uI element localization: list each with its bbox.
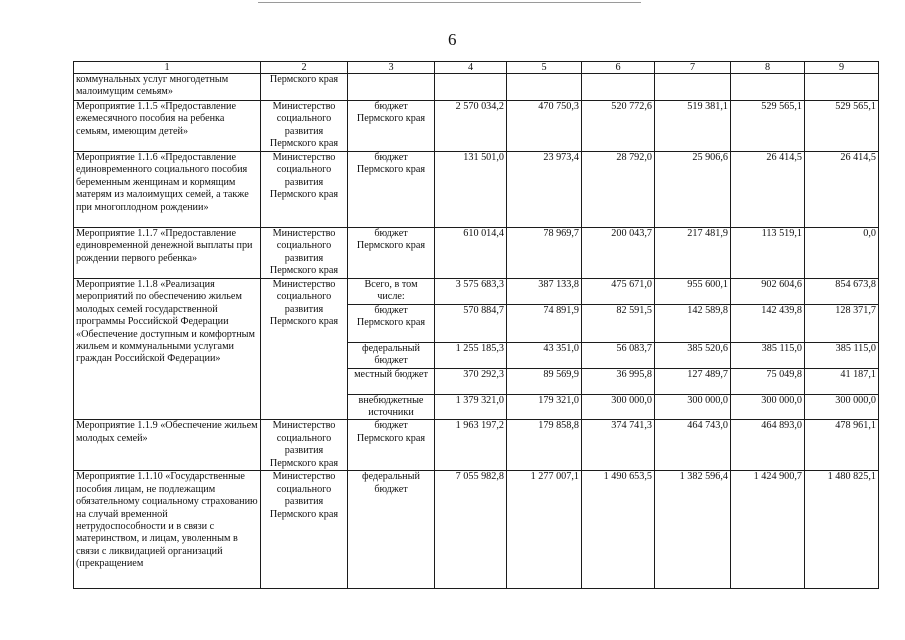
source-cell: федеральный бюджет xyxy=(348,342,435,368)
value-cell xyxy=(507,74,582,101)
value-cell: 1 379 321,0 xyxy=(435,394,507,420)
column-header: 9 xyxy=(805,62,879,74)
value-cell: 25 906,6 xyxy=(655,152,731,228)
column-header: 4 xyxy=(435,62,507,74)
value-cell xyxy=(582,74,655,101)
value-cell: 179 858,8 xyxy=(507,420,582,471)
activity-cell: коммунальных услуг многодетным малоимущим семьям» xyxy=(74,74,261,101)
activity-cell: Мероприятие 1.1.10 «Государственные пособия лицам, не подлежащим обязательному социальному страхованию на случай временной нетрудоспособности и в связи с материнством, и лицам, уволенным в связи с ликвидацией организаций (прекращением xyxy=(74,471,261,589)
value-cell: 36 995,8 xyxy=(582,368,655,394)
value-cell: 570 884,7 xyxy=(435,304,507,342)
table-row xyxy=(74,152,879,228)
value-cell: 902 604,6 xyxy=(731,279,805,305)
header-row xyxy=(74,62,879,74)
ministry-cell: Министерство социального развития Пермского края xyxy=(261,420,348,471)
value-cell: 520 772,6 xyxy=(582,101,655,152)
value-cell: 385 115,0 xyxy=(805,342,879,368)
source-cell: бюджет Пермского края xyxy=(348,101,435,152)
value-cell: 26 414,5 xyxy=(731,152,805,228)
ministry-cell: Министерство социального развития Пермского края xyxy=(261,471,348,589)
value-cell: 1 382 596,4 xyxy=(655,471,731,589)
value-cell: 370 292,3 xyxy=(435,368,507,394)
value-cell: 374 741,3 xyxy=(582,420,655,471)
value-cell: 23 973,4 xyxy=(507,152,582,228)
value-cell: 1 480 825,1 xyxy=(805,471,879,589)
column-header: 8 xyxy=(731,62,805,74)
column-header: 3 xyxy=(348,62,435,74)
activity-cell: Мероприятие 1.1.9 «Обеспечение жильем молодых семей» xyxy=(74,420,261,471)
scan-top-edge-line xyxy=(258,2,641,3)
value-cell: 300 000,0 xyxy=(731,394,805,420)
column-header: 1 xyxy=(74,62,261,74)
column-header: 7 xyxy=(655,62,731,74)
value-cell: 0,0 xyxy=(805,228,879,279)
value-cell: 854 673,8 xyxy=(805,279,879,305)
table-row xyxy=(74,101,879,152)
value-cell: 387 133,8 xyxy=(507,279,582,305)
value-cell: 26 414,5 xyxy=(805,152,879,228)
value-cell: 3 575 683,3 xyxy=(435,279,507,305)
value-cell: 529 565,1 xyxy=(731,101,805,152)
value-cell: 385 115,0 xyxy=(731,342,805,368)
source-cell: бюджет Пермского края xyxy=(348,420,435,471)
ministry-cell: Министерство социального развития Пермского края xyxy=(261,152,348,228)
value-cell: 74 891,9 xyxy=(507,304,582,342)
value-cell: 2 570 034,2 xyxy=(435,101,507,152)
ministry-cell: Министерство социального развития Пермского края xyxy=(261,101,348,152)
value-cell: 142 589,8 xyxy=(655,304,731,342)
value-cell: 385 520,6 xyxy=(655,342,731,368)
value-cell: 464 743,0 xyxy=(655,420,731,471)
value-cell: 142 439,8 xyxy=(731,304,805,342)
value-cell: 1 424 900,7 xyxy=(731,471,805,589)
value-cell: 200 043,7 xyxy=(582,228,655,279)
value-cell: 28 792,0 xyxy=(582,152,655,228)
value-cell: 1 490 653,5 xyxy=(582,471,655,589)
value-cell xyxy=(805,74,879,101)
table-row xyxy=(74,74,879,101)
value-cell: 43 351,0 xyxy=(507,342,582,368)
value-cell: 113 519,1 xyxy=(731,228,805,279)
value-cell: 475 671,0 xyxy=(582,279,655,305)
value-cell: 128 371,7 xyxy=(805,304,879,342)
value-cell: 89 569,9 xyxy=(507,368,582,394)
value-cell: 470 750,3 xyxy=(507,101,582,152)
value-cell: 7 055 982,8 xyxy=(435,471,507,589)
source-cell: бюджет Пермского края xyxy=(348,304,435,342)
source-cell: местный бюджет xyxy=(348,368,435,394)
source-cell: внебюджетные источники xyxy=(348,394,435,420)
value-cell xyxy=(435,74,507,101)
value-cell: 217 481,9 xyxy=(655,228,731,279)
value-cell: 610 014,4 xyxy=(435,228,507,279)
value-cell: 955 600,1 xyxy=(655,279,731,305)
source-cell: Всего, в том числе: xyxy=(348,279,435,305)
page-number: 6 xyxy=(448,30,457,49)
activity-cell: Мероприятие 1.1.8 «Реализация мероприятий по обеспечению жильем молодых семей государственной программы Российской Федерации «Обеспечение доступным и комфортным жильем и коммунальными услугами граждан Российской Федерации» xyxy=(74,279,261,420)
value-cell: 131 501,0 xyxy=(435,152,507,228)
column-header: 5 xyxy=(507,62,582,74)
value-cell: 300 000,0 xyxy=(655,394,731,420)
value-cell: 1 277 007,1 xyxy=(507,471,582,589)
value-cell: 82 591,5 xyxy=(582,304,655,342)
table-row xyxy=(74,279,879,305)
value-cell: 529 565,1 xyxy=(805,101,879,152)
value-cell xyxy=(731,74,805,101)
value-cell: 1 255 185,3 xyxy=(435,342,507,368)
value-cell: 478 961,1 xyxy=(805,420,879,471)
value-cell xyxy=(655,74,731,101)
table-row xyxy=(74,420,879,471)
activity-cell: Мероприятие 1.1.6 «Предоставление единовременного социального пособия беременным женщинам и кормящим матерям из малоимущих семей, а также при многоплодном рождении» xyxy=(74,152,261,228)
value-cell: 179 321,0 xyxy=(507,394,582,420)
value-cell: 78 969,7 xyxy=(507,228,582,279)
value-cell: 1 963 197,2 xyxy=(435,420,507,471)
table-row xyxy=(74,228,879,279)
value-cell: 127 489,7 xyxy=(655,368,731,394)
source-cell: бюджет Пермского края xyxy=(348,228,435,279)
value-cell: 41 187,1 xyxy=(805,368,879,394)
column-header: 2 xyxy=(261,62,348,74)
value-cell: 56 083,7 xyxy=(582,342,655,368)
source-cell: бюджет Пермского края xyxy=(348,152,435,228)
ministry-cell: Министерство социального развития Пермского края xyxy=(261,228,348,279)
budget-table xyxy=(73,61,879,589)
value-cell: 75 049,8 xyxy=(731,368,805,394)
activity-cell: Мероприятие 1.1.5 «Предоставление ежемесячного пособия на ребенка семьям, имеющим детей» xyxy=(74,101,261,152)
value-cell: 464 893,0 xyxy=(731,420,805,471)
source-cell xyxy=(348,74,435,101)
value-cell: 300 000,0 xyxy=(805,394,879,420)
ministry-cell: Пермского края xyxy=(261,74,348,101)
activity-cell: Мероприятие 1.1.7 «Предоставление единовременной денежной выплаты при рождении первого ребенка» xyxy=(74,228,261,279)
column-header: 6 xyxy=(582,62,655,74)
value-cell: 300 000,0 xyxy=(582,394,655,420)
source-cell: федеральный бюджет xyxy=(348,471,435,589)
ministry-cell: Министерство социального развития Пермского края xyxy=(261,279,348,420)
value-cell: 519 381,1 xyxy=(655,101,731,152)
table-row xyxy=(74,471,879,589)
